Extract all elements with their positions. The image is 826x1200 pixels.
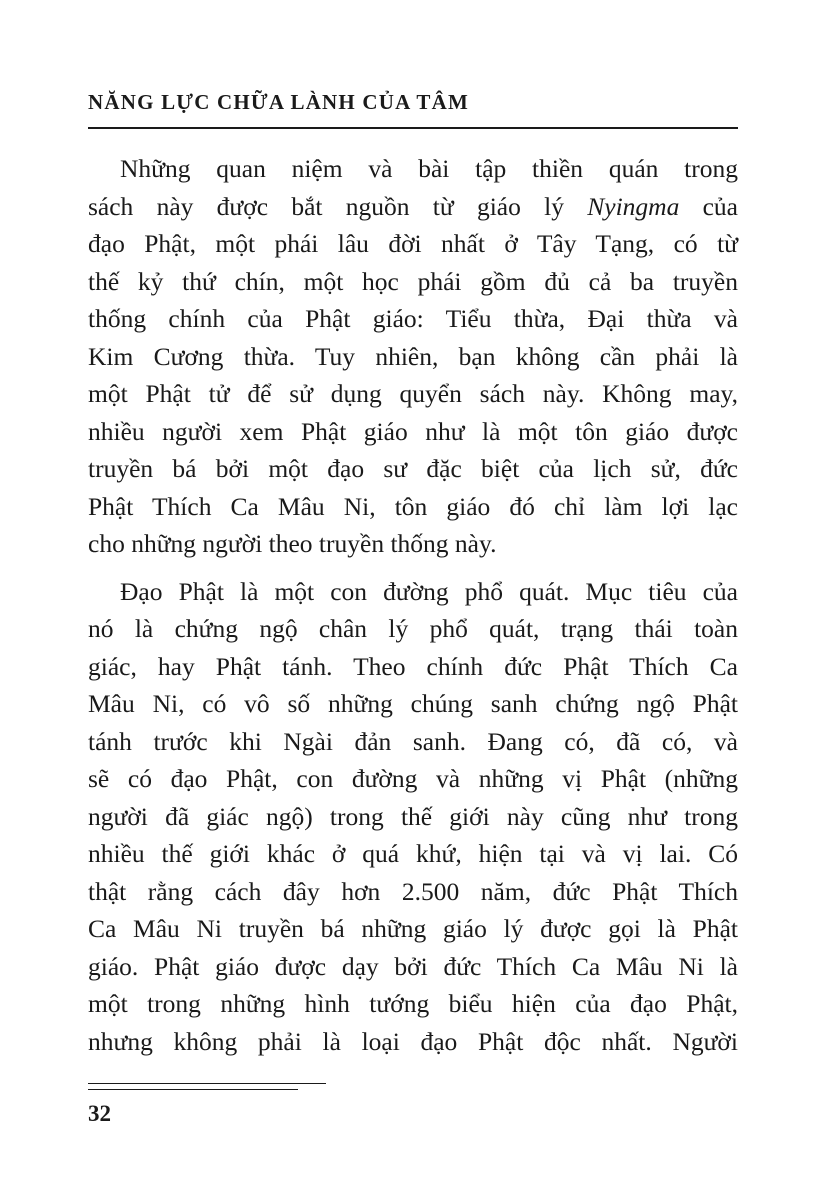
running-header: NĂNG LỰC CHỮA LÀNH CỦA TÂM bbox=[88, 90, 470, 114]
text-line: Ca Mâu Ni truyền bá những giáo lý được gọi là Phật bbox=[88, 914, 738, 943]
text-line: truyền bá bởi một đạo sư đặc biệt của lịch sử, đức bbox=[88, 454, 738, 483]
text-line: thế kỷ thứ chín, một học phái gồm đủ cả ba truyền bbox=[88, 266, 738, 296]
page-number: 32 bbox=[88, 1101, 111, 1126]
text-line: đạo Phật, một phái lâu đời nhất ở Tây Tạng, có từ bbox=[88, 229, 738, 258]
text-line: sẽ có đạo Phật, con đường và những vị Phật (những bbox=[88, 764, 738, 793]
text-line: một Phật tử để sử dụng quyển sách này. Không may, bbox=[88, 379, 738, 408]
text-line: thật rằng cách đây hơn 2.500 năm, đức Phật Thích bbox=[88, 876, 738, 906]
text-line: thống chính của Phật giáo: Tiểu thừa, Đại thừa và bbox=[88, 304, 738, 333]
text-line: Phật Thích Ca Mâu Ni, tôn giáo đó chỉ làm lợi lạc bbox=[88, 491, 738, 521]
text-line: một trong những hình tướng biểu hiện của đạo Phật, bbox=[88, 989, 738, 1018]
header-rule bbox=[88, 127, 738, 129]
text-line: nhưng không phải là loại đạo Phật độc nhất. Người bbox=[88, 1026, 738, 1056]
text-line: giáo. Phật giáo được dạy bởi đức Thích Ca Mâu Ni là bbox=[88, 951, 738, 981]
paragraph-1 bbox=[88, 150, 738, 563]
footer-rule-top bbox=[88, 1083, 326, 1084]
text-line: Đạo Phật là một con đường phổ quát. Mục tiêu của bbox=[120, 576, 738, 606]
text-line: nhiều người xem Phật giáo như là một tôn giáo được bbox=[88, 416, 738, 446]
body-text bbox=[88, 150, 738, 1060]
text-line: Kim Cương thừa. Tuy nhiên, bạn không cần phải là bbox=[88, 341, 738, 371]
text-line: Mâu Ni, có vô số những chúng sanh chứng ngộ Phật bbox=[88, 689, 738, 718]
text-line: nhiều thế giới khác ở quá khứ, hiện tại và vị lai. Có bbox=[88, 839, 738, 868]
text-segment: sách này được bắt nguồn từ giáo lý bbox=[88, 191, 564, 221]
text-line: tánh trước khi Ngài đản sanh. Đang có, đã có, và bbox=[88, 726, 738, 756]
text-line: người đã giác ngộ) trong thế giới này cũng như trong bbox=[88, 801, 738, 831]
text-line: Những quan niệm và bài tập thiền quán trong bbox=[120, 154, 738, 183]
text-line: giác, hay Phật tánh. Theo chính đức Phật Thích Ca bbox=[88, 651, 738, 681]
footer-rule-bottom bbox=[88, 1089, 298, 1090]
text-segment: của bbox=[702, 191, 738, 221]
text-line: nó là chứng ngộ chân lý phổ quát, trạng thái toàn bbox=[88, 614, 738, 643]
paragraph-2 bbox=[88, 573, 738, 1061]
italic-term: Nyingma bbox=[587, 191, 680, 221]
text-line-with-italic bbox=[88, 188, 738, 226]
text-line: cho những người theo truyền thống này. bbox=[88, 529, 497, 558]
